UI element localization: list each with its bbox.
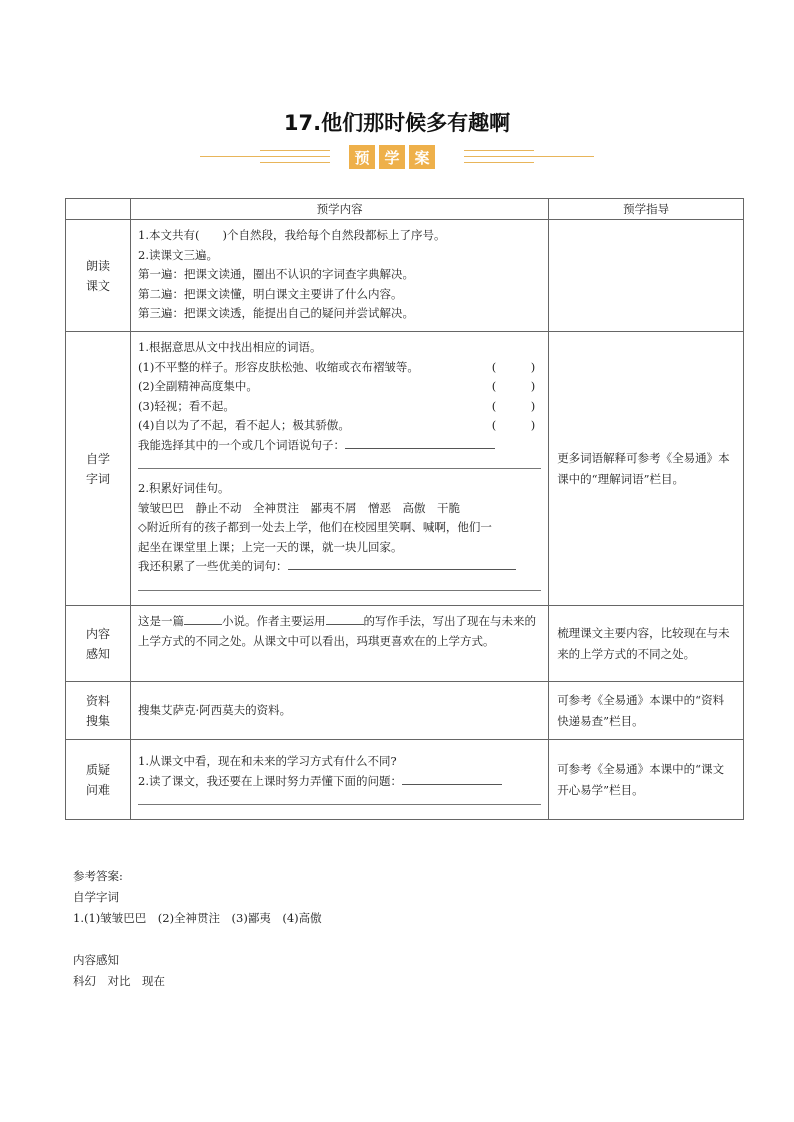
table-row — [66, 682, 744, 740]
reference-answers — [73, 866, 322, 992]
banner-badges — [349, 145, 435, 169]
answer-blank[interactable] — [288, 557, 516, 570]
word-item: (1)不平整的样子。形容皮肤松弛、收缩或衣布褶皱等。 ( ) — [138, 358, 541, 378]
header-content: 预学内容 — [131, 199, 549, 220]
table-row — [66, 220, 744, 332]
section-banner — [200, 145, 594, 169]
content-line: 1.根据意思从文中找出相应的词语。 — [138, 340, 322, 354]
answers-heading: 参考答案: — [73, 869, 123, 883]
content-line: 2.读课文三遍。 — [138, 247, 219, 262]
row-guide — [549, 220, 744, 332]
table-row — [66, 740, 744, 820]
table-row — [66, 606, 744, 682]
row-content: 这是一篇 小说。作者主要运用 的写作手法，写出了现在与未来的上学方式的不同之处。从课文中可以看出，玛琪更喜欢在的上学方式。 — [131, 606, 549, 682]
row-guide: 可参考《全易通》本课中的“课文开心易学”栏目。 — [549, 740, 744, 820]
quote-line: 起坐在课堂里上课；上完一天的课，就一块儿回家。 — [138, 539, 403, 554]
answer-blank[interactable] — [402, 772, 502, 785]
answer-line[interactable] — [138, 577, 541, 591]
row-content: 搜集艾萨克·阿西莫夫的资料。 — [131, 682, 549, 740]
table-row — [66, 332, 744, 606]
content-line: 第三遍：把课文读透，能提出自己的疑问并尝试解决。 — [138, 306, 415, 320]
content-line: 第一遍：把课文读通，圈出不认识的字词查字典解决。 — [138, 267, 415, 281]
word-item: (2)全副精神高度集中。 ( ) — [138, 377, 541, 397]
answer-paren[interactable]: ( ) — [491, 359, 536, 374]
quote-line: ◇附近所有的孩子都到一处去上学，他们在校园里笑啊、喊啊，他们一 — [138, 520, 492, 534]
banner-rule — [464, 162, 534, 163]
header-guide: 预学指导 — [549, 199, 744, 220]
row-guide: 可参考《全易通》本课中的“资料快递易查”栏目。 — [549, 682, 744, 740]
page-title: 17.他们那时候多有趣啊 — [283, 111, 511, 135]
answer-paren[interactable]: ( ) — [491, 418, 536, 432]
answer-blank[interactable] — [184, 612, 222, 625]
row-category: 朗读 课文 — [66, 220, 131, 332]
banner-badge: 学 — [379, 145, 405, 169]
row-category: 内容 感知 — [66, 606, 131, 682]
row-content: 1.从课文中看，现在和未来的学习方式有什么不同? 2.读了课文，我还要在上课时努力弄懂下面的问题： — [131, 740, 549, 820]
answers-text: 1.(1)皱皱巴巴 (2)全神贯注 (3)鄙夷 (4)高傲 — [73, 911, 322, 925]
banner-rule — [260, 150, 330, 151]
word-item: (4)自以为了不起，看不起人；极其骄傲。 ( ) — [138, 416, 541, 436]
answer-line[interactable] — [138, 791, 541, 805]
answer-paren[interactable]: ( ) — [491, 379, 536, 393]
row-category: 自学 字词 — [66, 332, 131, 606]
row-guide: 梳理课文主要内容，比较现在与未来的上学方式的不同之处。 — [549, 606, 744, 682]
answer-blank[interactable] — [345, 436, 495, 449]
answers-section-title: 内容感知 — [73, 953, 119, 967]
banner-rule — [200, 156, 330, 157]
answers-section-title: 自学字词 — [73, 890, 119, 904]
answer-paren[interactable]: ( ) — [491, 398, 536, 413]
banner-rule — [260, 162, 330, 163]
prestudy-table — [65, 198, 744, 820]
row-content — [131, 332, 549, 606]
sentence-prompt: 我能选择其中的一个或几个词语说句子： — [138, 436, 541, 456]
content-line: 第二遍：把课文读懂，明白课文主要讲了什么内容。 — [138, 286, 403, 301]
content-line: 1.本文共有( )个自然段，我给每个自然段都标上了序号。 — [138, 228, 446, 242]
row-category: 质疑 问难 — [66, 740, 131, 820]
answers-text: 科幻 对比 现在 — [73, 974, 165, 988]
answer-line[interactable] — [138, 455, 541, 469]
word-list: 皱皱巴巴 静止不动 全神贯注 鄙夷不屑 憎恶 高傲 干脆 — [138, 500, 461, 515]
table-header-row — [66, 199, 744, 220]
content-line: 2.积累好词佳句。 — [138, 481, 230, 495]
answer-blank[interactable] — [326, 612, 364, 625]
row-guide: 更多词语解释可参考《全易通》本课中的“理解词语”栏目。 — [549, 332, 744, 606]
row-content — [131, 220, 549, 332]
header-blank — [66, 199, 131, 220]
banner-rule — [464, 156, 594, 157]
banner-badge: 预 — [349, 145, 375, 169]
row-category: 资料 搜集 — [66, 682, 131, 740]
accumulate-prompt: 我还积累了一些优美的词句： — [138, 557, 541, 577]
banner-badge: 案 — [409, 145, 435, 169]
question-prompt: 2.读了课文，我还要在上课时努力弄懂下面的问题： — [138, 772, 541, 792]
banner-rule — [464, 150, 534, 151]
word-item: (3)轻视；看不起。 ( ) — [138, 397, 541, 417]
